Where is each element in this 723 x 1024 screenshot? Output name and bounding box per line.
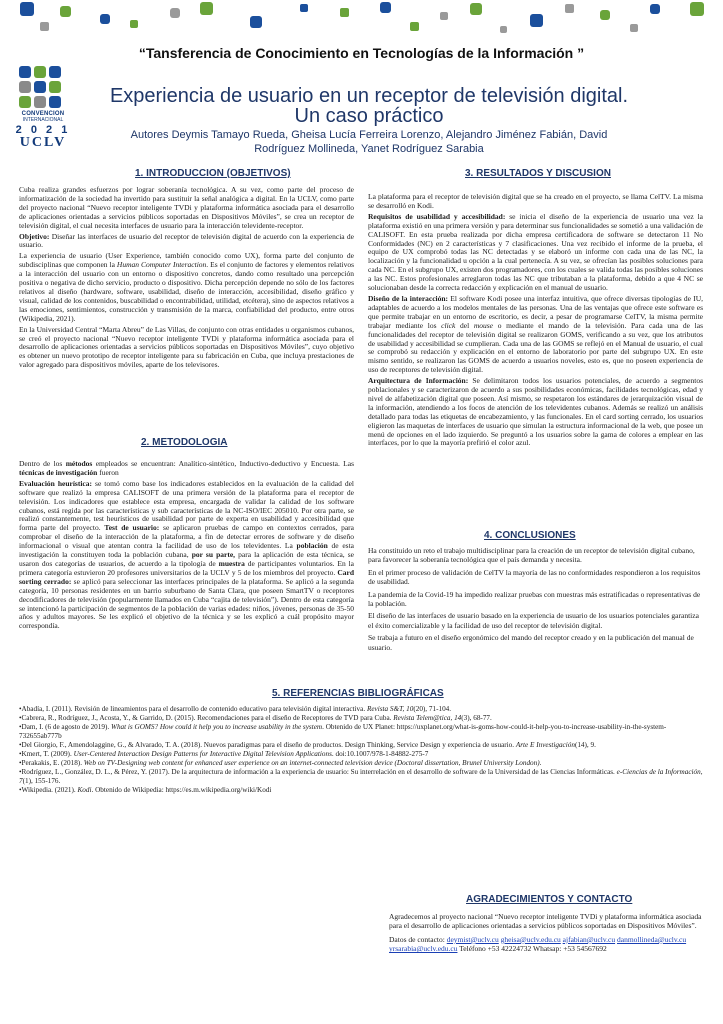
reference-text: •Perakakis, E. (2018). — [19, 759, 84, 767]
reference-text: •Dam, I. (6 de agosto de 2019). — [19, 723, 111, 731]
ux-text-end: . Es el conjunto de factores y elementos relativos a la interacción del usuario con un entorno o dispositivo concretos, dando como resultado una percepción positiva o negativa de dicho servicio, producto o dispositivo. Dicha percepción depende no sólo de los factores relativos al diseño (hardware, software, usabilidad, diseño de interacción, accesibilidad, diseño gráfico y visual, calidad de los contenidos, buscabilidad o encontrabilidad, utilidad, etcétera), sino de aspectos relativos a las emociones, sentimientos, construcción y transmisión de la marca, confiabilidad del producto, entre otros (Wikipedia, 2021). — [19, 260, 354, 323]
reference-text: •Kmert, T. (2009). — [19, 750, 74, 758]
user-test-text: se aplicaron pruebas de campo en contextos cerrados, para comprobar el diseño de la interacción de la plataforma, a fin de detectar errores de software y de diseño informacional o visual que atentan contra la facilidad de uso de los televidentes. La — [19, 523, 355, 551]
logo-internacional: INTERNACIONAL — [22, 117, 64, 123]
logo-square — [19, 66, 31, 78]
reference-text: (1), 155-176. — [22, 777, 61, 785]
interaction-text: El software Kodi posee una interfaz intuitiva, que ofrece diversas tipologías de IU, adaptables de acuerdo a los modelos mentales de las personas. Una de las ventajas que ofrece este software es que permite trabajar en un entorno de escritorio, es decir, a pesar de programarse CelTV, la misma permite trabajar mediante los — [368, 293, 703, 330]
reference-italic: What is GOMS? How could it help you to increase usability in the system — [110, 723, 323, 731]
logo-convencion: CONVENCION — [21, 111, 65, 117]
reference-text: •Cabrera, R., Rodríguez, J., Acosta, Y., & Garrido, D. (2015). Recomendaciones para el diseño de Receptores de TVD para Cuba. — [19, 714, 394, 722]
population-text: de esta investigación la constituyen toda la población cubana, — [19, 541, 354, 560]
reference-item — [19, 723, 707, 741]
reference-italic: Revista Telem@tica, 14 — [393, 714, 462, 722]
logo-square — [49, 81, 61, 93]
reference-text: •Del Giorgio, F., Amendolaggine, G., & Alvarado, T. A. (2018). Nuevos paradigmas para el diseño de productos. Design Thinking, Service Design y experiencia de usuario. — [19, 741, 516, 749]
muestra-label: muestra — [218, 558, 245, 568]
reference-text: •Rodríguez, L., González, D. L., & Pérez, Y. (2017). De la arquitectura de información a la experiencia de usuario: Su interrelación en el desarrollo de software de la Universidad de las Ciencias Informáticas. — [19, 768, 617, 776]
reference-item — [19, 705, 707, 714]
reference-item — [19, 714, 707, 723]
reference-italic: Arte E Investigación — [515, 741, 575, 749]
reference-text: •Abadía, I. (2011). Revisión de lineamientos para el desarrollo de contenido educativo para televisión digital interactiva. — [19, 705, 367, 713]
reference-text: . Obtenido de Wikipedia: https://es.m.wikipedia.org/wiki/Kodi — [91, 786, 272, 794]
card-sorting-text: se aplicó para seleccionar las interfaces principales de la plataforma. Se aplicó a la segunda categoría, 10 personas residentes en un barrio suburbano de Santa Clara, que poseen SmartTV o receptores decodificadores de televisión (popularmente llamados en Cuba “cajita de televisión”). Dentro de esta categoría se intencionó la participación de segmentos de la población de varias edades: niños, jóvenes, personas de 35-50 años y adultos mayores. Se les explicó el objetivo de la técnica y se les explicó a cuál propósito mayor correspondía. — [19, 576, 354, 631]
architecture-text: Se delimitaron todos los usuarios potenciales, de acuerdo a segmentos poblacionales y se caracterizaron de acuerdo a sus posibilidades económicas, facilidades tecnológicas, edad y nivel de alfabetización digital que poseen. Así mismo, se respetaron los estándares de jerarquización visual de la información, atendiendo a los focos de atención de los televidentes cubanos. Además se realizó un análisis detallado para todas las etiquetas de encabezamiento, y las funcionales. En el card sorting cerrado, los usuarios eligieron las maquetas de interfaces de usuario que simulan la estructura informacional de la web, que posee un menú de opciones en el lado izquierdo. Se preguntó a los usuarios sobre la gama de colores a emplear en las interfaces, por lo que la mayoría prefirió el color azul. — [368, 376, 703, 448]
objective-paragraph — [19, 233, 354, 251]
conclusion-item: Se trabaja a futuro en el diseño ergonómico del mando del receptor creado y en la publicación del manual de usuario. — [368, 633, 694, 652]
reference-italic: Web on TV-Designing web content for enhanced user experience on an internet-connected television device (Doctoral dissertation, Brunel University London) — [83, 759, 540, 767]
logo-square — [34, 96, 46, 108]
architecture-paragraph — [368, 377, 703, 448]
logo-year: 2 0 2 1 — [15, 124, 71, 136]
requirements-label: Requisitos de usabilidad y accesibilidad: — [368, 211, 506, 221]
card-sorting-label: Card sorting cerrado: — [19, 567, 354, 586]
contact-label: Datos de contacto: — [389, 934, 447, 944]
contact-line — [389, 935, 704, 954]
authors: Autores Deymis Tamayo Rueda, Gheisa Lucía Ferreira Lorenzo, Alejandro Jiménez Fabián, David Rodríguez Mollineda, Yanet Rodríguez Sarabia — [130, 129, 608, 155]
uclv-paragraph: En la Universidad Central “Marta Abreu” de Las Villas, de conjunto con otras entidades u organismos cubanos, se creó el proyecto nacional “Nuevo receptor inteligente TVDi y plataforma informática asociada para el desarrollo de aplicaciones orientadas a servicios públicos soportadas en Dispositivos Móviles”, cuyo objetivo es obtener un nuevo prototipo de receptor inteligente para su fabricación en Cuba, que incluya prestaciones de valor agregado para dispositivos móviles, aparte de los televisores. — [19, 324, 354, 370]
email-link[interactable]: deymist@uclv.cu — [446, 934, 499, 944]
interaction-text: o mediante el mando de la televisión. Para cada una de las funcionalidades del receptor de televisión digital se realizaron GOMS, verificando a su vez, que los atributos de usabilidad y accesibilidad se cumplieran. Cada una de las GOMS se reflejó en el Manual de usuario, el cual se comprobó su redacción y explicación en el entorno de laboratorio por parte del subgrupo UX. En este mismo sentido, se realizaron las GOMS de acuerdo a usuarios noveles, esto es, que no poseen experiencia de uso de receptores de televisión digital. — [368, 320, 703, 375]
logo-mark-icon — [19, 66, 72, 108]
reference-item — [19, 750, 707, 759]
ux-text: La experiencia de usuario (User Experience, también conocido como UX), forma parte del conjunto de subdisciplinas que componen la — [19, 251, 354, 270]
methods-text: fueron — [97, 467, 119, 477]
interaction-text: del — [455, 320, 474, 330]
email-link[interactable]: danmollineda@uclv.cu — [616, 934, 687, 944]
convention-logo — [14, 66, 72, 151]
techniques-label: técnicas de investigación — [19, 467, 98, 477]
reference-text: •Wikipedia. (2021). — [19, 786, 78, 794]
heading-metodologia: 2. METODOLOGIA — [141, 437, 228, 448]
muestra-text: de participantes voluntarios. En la primera categoría estuvieron 20 profesores universitarios de la UCLV y 5 de los miembros del proyecto. — [19, 558, 355, 577]
reference-italic: Revista S&T, 10 — [366, 705, 414, 713]
bubble-pattern-icon — [0, 0, 723, 40]
references-list — [19, 705, 707, 795]
reference-text: (3), 68-77. — [461, 714, 492, 722]
reference-item — [19, 768, 707, 786]
reference-italic: Kodi — [77, 786, 92, 794]
logo-uclv: UCLV — [19, 135, 67, 150]
heading-resultados: 3. RESULTADOS Y DISCUSION — [465, 168, 611, 179]
conclusion-item: El diseño de las interfaces de usuario basado en la experiencia de usuario de los usuarios potenciales garantiza el éxito comercializable y la facilidad de uso del receptor de televisión digital. — [368, 611, 699, 630]
intro-section — [19, 186, 354, 372]
acknowledgements — [389, 912, 704, 958]
email-link[interactable]: gheisa@uclv.edu.cu — [500, 934, 561, 944]
reference-item — [19, 741, 707, 750]
reference-text: (20), 71-104. — [413, 705, 452, 713]
reference-italic: e-Ciencias de la Información, 7 — [19, 768, 703, 785]
heading-introduccion: 1. INTRODUCCION (OBJETIVOS) — [135, 168, 291, 179]
logo-square — [49, 66, 61, 78]
objective-label: Objetivo: — [19, 231, 50, 241]
heading-referencias: 5. REFERENCIAS BIBLIOGRÁFICAS — [272, 688, 444, 699]
method-section — [19, 460, 354, 633]
heuristic-text: se tomó como base los indicadores establecidos en la evaluación de la calidad del software que realizó la empresa CALISOFT de una primera versión de la plataforma para el receptor de televisión. Los indicadores que establece esta empresa, encargada de validar la calidad de los software cubanos, está regida por las características y sub características de la NC-ISO/IEC 205010. Por otra parte, se realizó constantemente, test heurísticos de usabilidad por parte de experta en usabilidad y accesibilidad que forma parte del proyecto. — [19, 478, 354, 533]
methods-text: Dentro de los — [19, 459, 66, 468]
reference-text: . doi:10.1007/978-1-84882-275-7 — [331, 750, 429, 758]
conclusion-item: En el primer proceso de validación de CelTV la mayoría de las no conformidades respondieron a los requisitos de usabilidad. — [368, 567, 701, 587]
sample-label: por su parte, — [191, 550, 236, 560]
logo-square — [49, 96, 61, 108]
population-label: población — [296, 541, 328, 551]
interaction-italic: mouse — [473, 320, 494, 330]
intro-paragraph: Cuba realiza grandes esfuerzos por lograr soberanía tecnológica. A su vez, como parte del proceso de informatización de la sociedad ha invertido para sustituir la señal analógica a digital. En la UCLV, como parte del proyecto nacional “Nuevo receptor inteligente TVDi y plataforma informática asociada para el desarrollo de aplicaciones orientadas a servicios públicos soportadas en Dispositivos Móviles”, se crea un receptor de televisión digital, el cual necesita interfaces de usuario para la interacción televidente-receptor. — [19, 185, 354, 230]
reference-item — [19, 786, 707, 795]
user-test-label: Test de usuario: — [104, 523, 160, 533]
architecture-label: Arquitectura de Información: — [368, 376, 469, 386]
logo-square — [19, 96, 31, 108]
requirements-paragraph — [368, 213, 703, 293]
conference-title: “Tansferencia de Conocimiento en Tecnologías de la Información ” — [138, 45, 585, 61]
logo-square — [19, 81, 31, 93]
interaction-italic: click — [441, 320, 456, 330]
ux-italic: Human Computer Interaction — [116, 260, 207, 270]
reference-text: (14), 9. — [574, 741, 596, 749]
email-link[interactable]: yrsarabia@uclv.edu.cu — [389, 944, 458, 954]
bubble-banner — [0, 0, 723, 40]
logo-square — [34, 81, 46, 93]
interaction-paragraph — [368, 295, 703, 375]
ack-text: Agradecemos al proyecto nacional “Nuevo receptor inteligente TVDi y plataforma informática asociada para el desarrollo de aplicaciones orientadas a servicios públicos soportadas en Dispositivos Móviles”. — [389, 912, 702, 931]
phone-numbers: Teléfono +53 42224732 Whatsap: +53 54567692 — [459, 944, 607, 954]
evaluation-paragraph — [19, 480, 354, 631]
conclusion-item: Ha constituido un reto el trabajo multidisciplinar para la creación de un receptor de televisión digital cubano, para favorecer la soberanía tecnológica que el país demanda y necesita. — [368, 546, 695, 565]
heuristic-label: Evaluación heurística: — [19, 478, 93, 488]
heading-conclusiones: 4. CONCLUSIONES — [484, 530, 576, 541]
methods-paragraph — [19, 460, 354, 478]
reference-text: . — [539, 759, 542, 767]
results-section — [368, 193, 703, 450]
email-link[interactable]: ajfabian@uclv.cu — [562, 934, 616, 944]
reference-text: . Obtenido de UX Planet: https://uxplanet.org/what-is-goms-how-could-it-help-you-to-increase-usability-in-the-system-732655ab777b — [19, 723, 667, 740]
sample-text: para la aplicación de esta técnica, se usaron dos categorías de usuarios, de acuerdo a la tipología de — [19, 550, 354, 568]
methods-label: métodos — [65, 459, 93, 468]
reference-italic: User-Centered Interaction Design Patterns for Interactive Digital Television Applications — [73, 750, 332, 758]
ux-paragraph — [19, 252, 354, 323]
heading-agradecimientos: AGRADECIMIENTOS Y CONTACTO — [466, 894, 633, 905]
celtv-paragraph: La plataforma para el receptor de televisión digital que se ha creado en el proyecto, se llama CelTV. La misma se desarrolló en Kodi. — [368, 192, 703, 210]
logo-square — [34, 66, 46, 78]
poster-title: Experiencia de usuario en un receptor de televisión digital. Un caso práctico — [109, 85, 629, 127]
reference-item — [19, 759, 707, 768]
conclusion-item: La pandemia de la Covid-19 ha impedido realizar pruebas con muestras más estratificadas o representativas de la población. — [368, 589, 701, 609]
interaction-label: Diseño de la interacción: — [368, 293, 449, 303]
objective-text: Diseñar las interfaces de usuario del receptor de televisión digital de acuerdo con la experiencia de usuario. — [19, 231, 354, 250]
methods-text: empleados se encuentran: Analítico-sintético, Inductivo-deductivo y Encuesta. Las — [92, 459, 354, 468]
conclusions-list — [368, 546, 703, 655]
requirements-text: se inicia el diseño de la experiencia de usuario una vez la plataforma existió en una primera versión y para determinar sus funcionalidades se sometió a una validación de CALISOFT. En esta prueba realizada por dicha empresa certificadora de software se detectaron 11 No Conformidades (NC) en 2 características y 7 clasificaciones. Una vez recibido el informe de la prueba, el equipo de UX comprobó todas las NC detectadas y se elaboró un informe con cada una de las NC, la localización y la funcionalidad u opción a la cual pertenecía. A su vez, se ofrecían las posibles soluciones para cada NC. En el subgrupo UX, existen dos programadores, con los cuales se valida todas las posibles soluciones a las NC. Estos profesionales arreglaron todas las NC que tributaban a la plataforma, debido a que 4 NC se solucionaban desde la correcta redacción y explicación en el manual de usuario. — [368, 211, 704, 293]
